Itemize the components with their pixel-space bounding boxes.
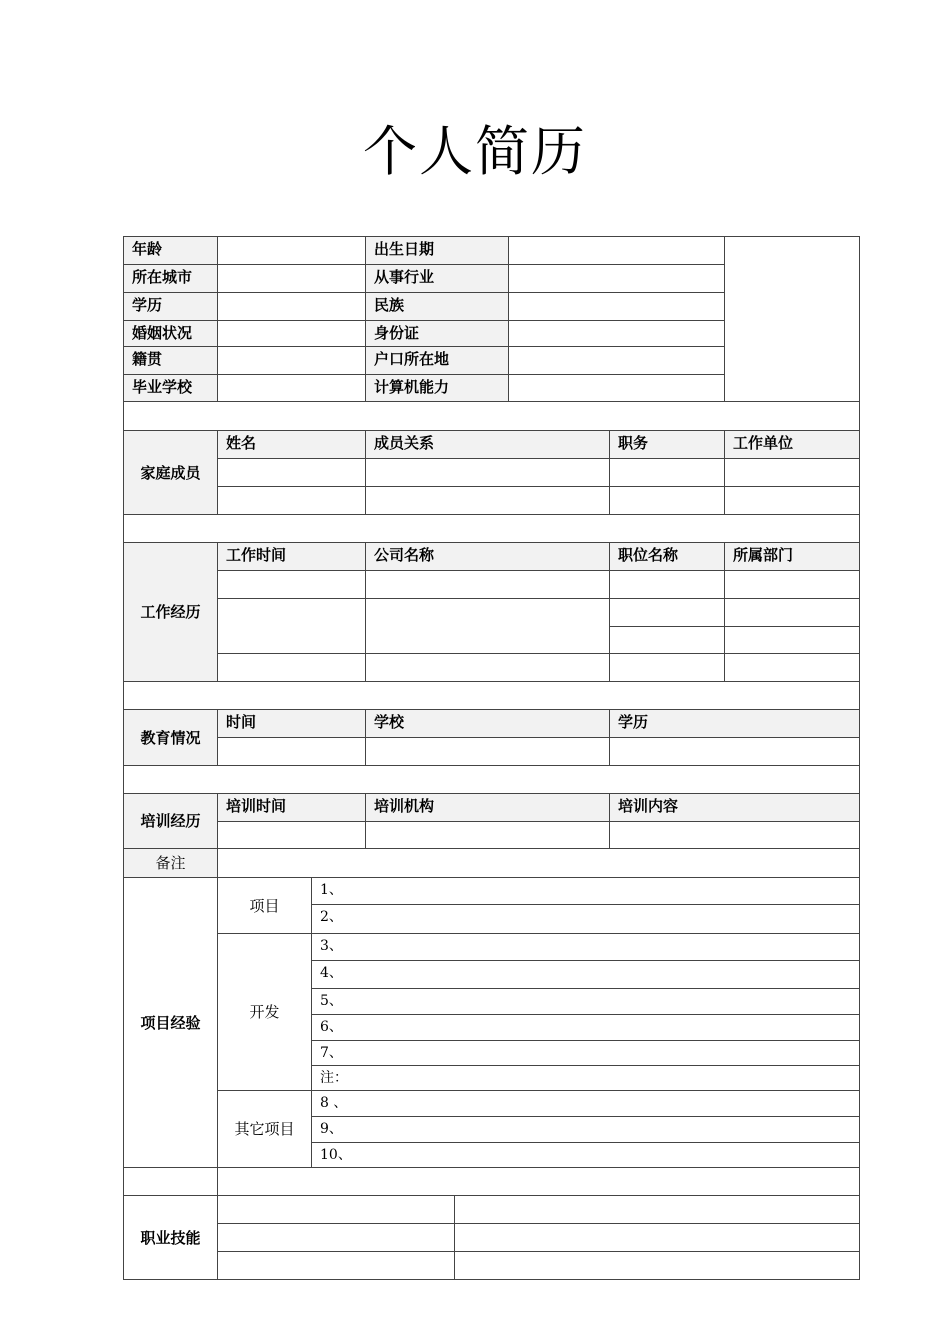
project-line[interactable]: 2、 — [311, 904, 860, 934]
skills-cell[interactable] — [454, 1251, 860, 1280]
work-cell[interactable] — [217, 598, 366, 654]
field-birth-date[interactable] — [508, 236, 725, 265]
blank-cell[interactable] — [217, 1167, 860, 1196]
label-education: 学历 — [123, 292, 218, 321]
project-line[interactable]: 1、 — [311, 877, 860, 905]
field-native-place[interactable] — [217, 346, 366, 375]
edu-cell[interactable] — [217, 737, 366, 766]
family-header-employer: 工作单位 — [724, 430, 860, 459]
family-cell[interactable] — [724, 458, 860, 487]
spacer-row — [123, 514, 860, 543]
field-education[interactable] — [217, 292, 366, 321]
work-cell[interactable] — [609, 570, 725, 599]
family-cell[interactable] — [365, 486, 610, 515]
family-header-name: 姓名 — [217, 430, 366, 459]
edu-header-degree: 学历 — [609, 709, 860, 738]
edu-cell[interactable] — [609, 737, 860, 766]
blank-cell — [123, 1167, 218, 1196]
work-cell[interactable] — [724, 626, 860, 654]
field-city[interactable] — [217, 264, 366, 293]
family-header-relation: 成员关系 — [365, 430, 610, 459]
project-group-other: 其它项目 — [217, 1090, 312, 1168]
work-cell[interactable] — [217, 653, 366, 682]
field-id-card[interactable] — [508, 320, 725, 347]
label-id-card: 身份证 — [365, 320, 509, 347]
label-city: 所在城市 — [123, 264, 218, 293]
field-age[interactable] — [217, 236, 366, 265]
label-computer: 计算机能力 — [365, 374, 509, 402]
label-school: 毕业学校 — [123, 374, 218, 402]
skills-section-label: 职业技能 — [123, 1195, 218, 1280]
spacer-row — [123, 681, 860, 710]
family-header-position: 职务 — [609, 430, 725, 459]
edu-section-label: 教育情况 — [123, 709, 218, 766]
label-marital: 婚姻状况 — [123, 320, 218, 347]
page-title: 个人简历 — [363, 120, 587, 183]
training-cell[interactable] — [365, 821, 610, 849]
skills-cell[interactable] — [217, 1251, 455, 1280]
label-ethnicity: 民族 — [365, 292, 509, 321]
skills-cell[interactable] — [454, 1223, 860, 1252]
family-cell[interactable] — [217, 486, 366, 515]
work-header-title: 职位名称 — [609, 542, 725, 571]
skills-cell[interactable] — [217, 1195, 455, 1224]
project-line[interactable]: 4、 — [311, 960, 860, 989]
label-industry: 从事行业 — [365, 264, 509, 293]
field-ethnicity[interactable] — [508, 292, 725, 321]
training-cell[interactable] — [217, 821, 366, 849]
work-cell[interactable] — [217, 570, 366, 599]
label-birth-date: 出生日期 — [365, 236, 509, 265]
project-line[interactable]: 7、 — [311, 1040, 860, 1066]
project-line[interactable]: 3、 — [311, 933, 860, 961]
family-cell[interactable] — [724, 486, 860, 515]
work-cell[interactable] — [724, 598, 860, 627]
family-cell[interactable] — [217, 458, 366, 487]
project-line[interactable]: 5、 — [311, 988, 860, 1015]
family-cell[interactable] — [365, 458, 610, 487]
project-section-label: 项目经验 — [123, 877, 218, 1168]
work-header-company: 公司名称 — [365, 542, 610, 571]
remarks-label: 备注 — [123, 848, 218, 878]
label-native-place: 籍贯 — [123, 346, 218, 375]
field-school[interactable] — [217, 374, 366, 402]
project-note[interactable]: 注： — [311, 1065, 860, 1091]
field-industry[interactable] — [508, 264, 725, 293]
work-cell[interactable] — [365, 598, 610, 654]
edu-header-school: 学校 — [365, 709, 610, 738]
spacer-row — [123, 401, 860, 431]
project-line[interactable]: 6、 — [311, 1014, 860, 1041]
work-cell[interactable] — [724, 570, 860, 599]
training-header-time: 培训时间 — [217, 793, 366, 822]
edu-header-time: 时间 — [217, 709, 366, 738]
edu-cell[interactable] — [365, 737, 610, 766]
work-cell[interactable] — [609, 626, 725, 654]
field-hukou[interactable] — [508, 346, 725, 375]
training-header-institution: 培训机构 — [365, 793, 610, 822]
work-cell[interactable] — [365, 570, 610, 599]
family-cell[interactable] — [609, 486, 725, 515]
remarks-field[interactable] — [217, 848, 860, 878]
work-section-label: 工作经历 — [123, 542, 218, 682]
photo-box[interactable] — [724, 236, 860, 402]
work-header-department: 所属部门 — [724, 542, 860, 571]
work-cell[interactable] — [724, 653, 860, 682]
spacer-row — [123, 765, 860, 794]
work-header-time: 工作时间 — [217, 542, 366, 571]
work-cell[interactable] — [609, 653, 725, 682]
label-hukou: 户口所在地 — [365, 346, 509, 375]
family-section-label: 家庭成员 — [123, 430, 218, 515]
training-header-content: 培训内容 — [609, 793, 860, 822]
project-group-project: 项目 — [217, 877, 312, 934]
project-line[interactable]: 8 、 — [311, 1090, 860, 1117]
project-line[interactable]: 10、 — [311, 1142, 860, 1168]
skills-cell[interactable] — [217, 1223, 455, 1252]
project-line[interactable]: 9、 — [311, 1116, 860, 1143]
field-computer[interactable] — [508, 374, 725, 402]
skills-cell[interactable] — [454, 1195, 860, 1224]
field-marital[interactable] — [217, 320, 366, 347]
work-cell[interactable] — [365, 653, 610, 682]
label-age: 年龄 — [123, 236, 218, 265]
work-cell[interactable] — [609, 598, 725, 627]
training-cell[interactable] — [609, 821, 860, 849]
training-section-label: 培训经历 — [123, 793, 218, 849]
family-cell[interactable] — [609, 458, 725, 487]
project-group-development: 开发 — [217, 933, 312, 1091]
